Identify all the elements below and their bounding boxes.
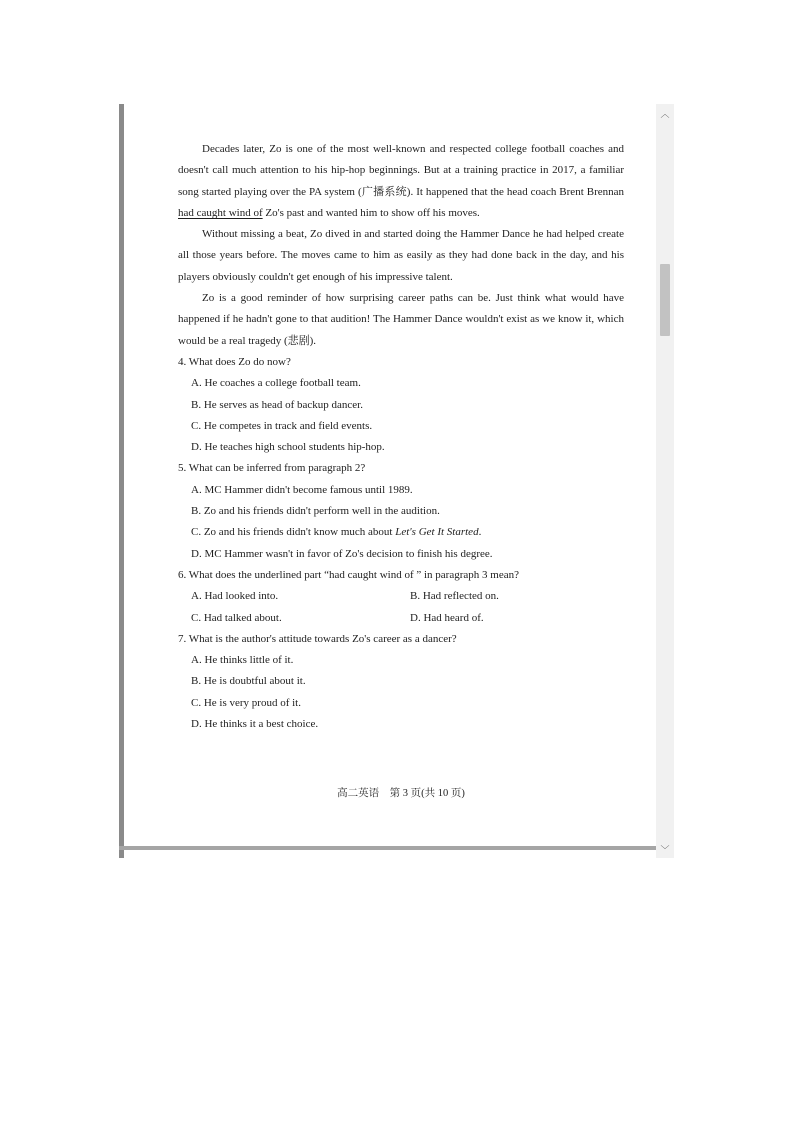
question-7-option-b: B. He is doubtful about it. (191, 675, 306, 688)
question-7-option-c: C. He is very proud of it. (191, 696, 301, 709)
chevron-down-icon[interactable]: ﹀ (660, 845, 670, 856)
song-title: Let's Get It Started (395, 526, 479, 539)
vertical-scrollbar[interactable] (656, 104, 674, 858)
question-6-option-b: B. Had reflected on. (410, 590, 499, 603)
article-paragraph-3: Zo is a good reminder of how surprising career paths can be. Just think what would have happened if he hadn't gone to that audition! The Hammer Dance wouldn't exist as we know it, which would be a real tragedy (悲剧). (178, 292, 624, 347)
question-5-option-a: A. MC Hammer didn't become famous until 1989. (191, 483, 413, 496)
document-page (178, 139, 624, 735)
article-paragraph-2: Without missing a beat, Zo dived in and started doing the Hammer Dance he had helped create all those years before. The moves came to him as easily as they had done back in the day, and his players obviously couldn't get enough of his impressive talent. (178, 228, 624, 283)
question-4-option-c: C. He competes in track and field events. (191, 419, 373, 432)
question-7-option-d: D. He thinks it a best choice. (191, 718, 319, 731)
question-6-stem: 6. What does the underlined part “had caught wind of ” in paragraph 3 mean? (178, 568, 519, 581)
article-paragraph-1 (178, 139, 624, 224)
question-6-options-row-2 (178, 608, 624, 629)
question-5-stem: 5. What can be inferred from paragraph 2? (178, 462, 366, 475)
question-5-option-c (178, 522, 624, 543)
bottom-page-edge (119, 846, 656, 850)
scrollbar-thumb[interactable] (660, 264, 670, 336)
question-5-option-b: B. Zo and his friends didn't perform well in the audition. (191, 505, 440, 518)
question-6-options-row-1 (178, 586, 624, 607)
question-6-option-a: A. Had looked into. (191, 590, 279, 603)
question-4-option-d: D. He teaches high school students hip-hop. (191, 441, 385, 454)
question-6-option-d: D. Had heard of. (410, 611, 484, 624)
left-page-edge (119, 104, 124, 858)
option-c-period: . (478, 526, 482, 539)
option-c-text: C. Zo and his friends didn't know much about (191, 526, 396, 539)
document-viewer (119, 104, 674, 858)
question-4-option-b: B. He serves as head of backup dancer. (191, 398, 363, 411)
underlined-phrase: had caught wind of (178, 206, 263, 219)
page-footer: 高二英语 第 3 页(共 10 页) (337, 788, 465, 799)
paragraph-1-text-start: Decades later, Zo is one of the most well-known and respected college football coaches and doesn't call much attention to his hip-hop beginnings. But at a training practice in 2017, a familiar song started playing over the PA system (广播系统). It happened that the head coach Brent Brennan (178, 143, 624, 198)
chevron-up-icon[interactable]: ︿ (660, 109, 670, 120)
question-7-stem: 7. What is the author's attitude towards Zo's career as a dancer? (178, 632, 457, 645)
question-4-option-a: A. He coaches a college football team. (191, 377, 361, 390)
question-5-option-d: D. MC Hammer wasn't in favor of Zo's decision to finish his degree. (191, 547, 493, 560)
question-6-option-c: C. Had talked about. (191, 611, 282, 624)
question-7-option-a: A. He thinks little of it. (191, 654, 294, 667)
paragraph-1-text-end: Zo's past and wanted him to show off his moves. (262, 206, 480, 219)
question-4-stem: 4. What does Zo do now? (178, 355, 291, 368)
